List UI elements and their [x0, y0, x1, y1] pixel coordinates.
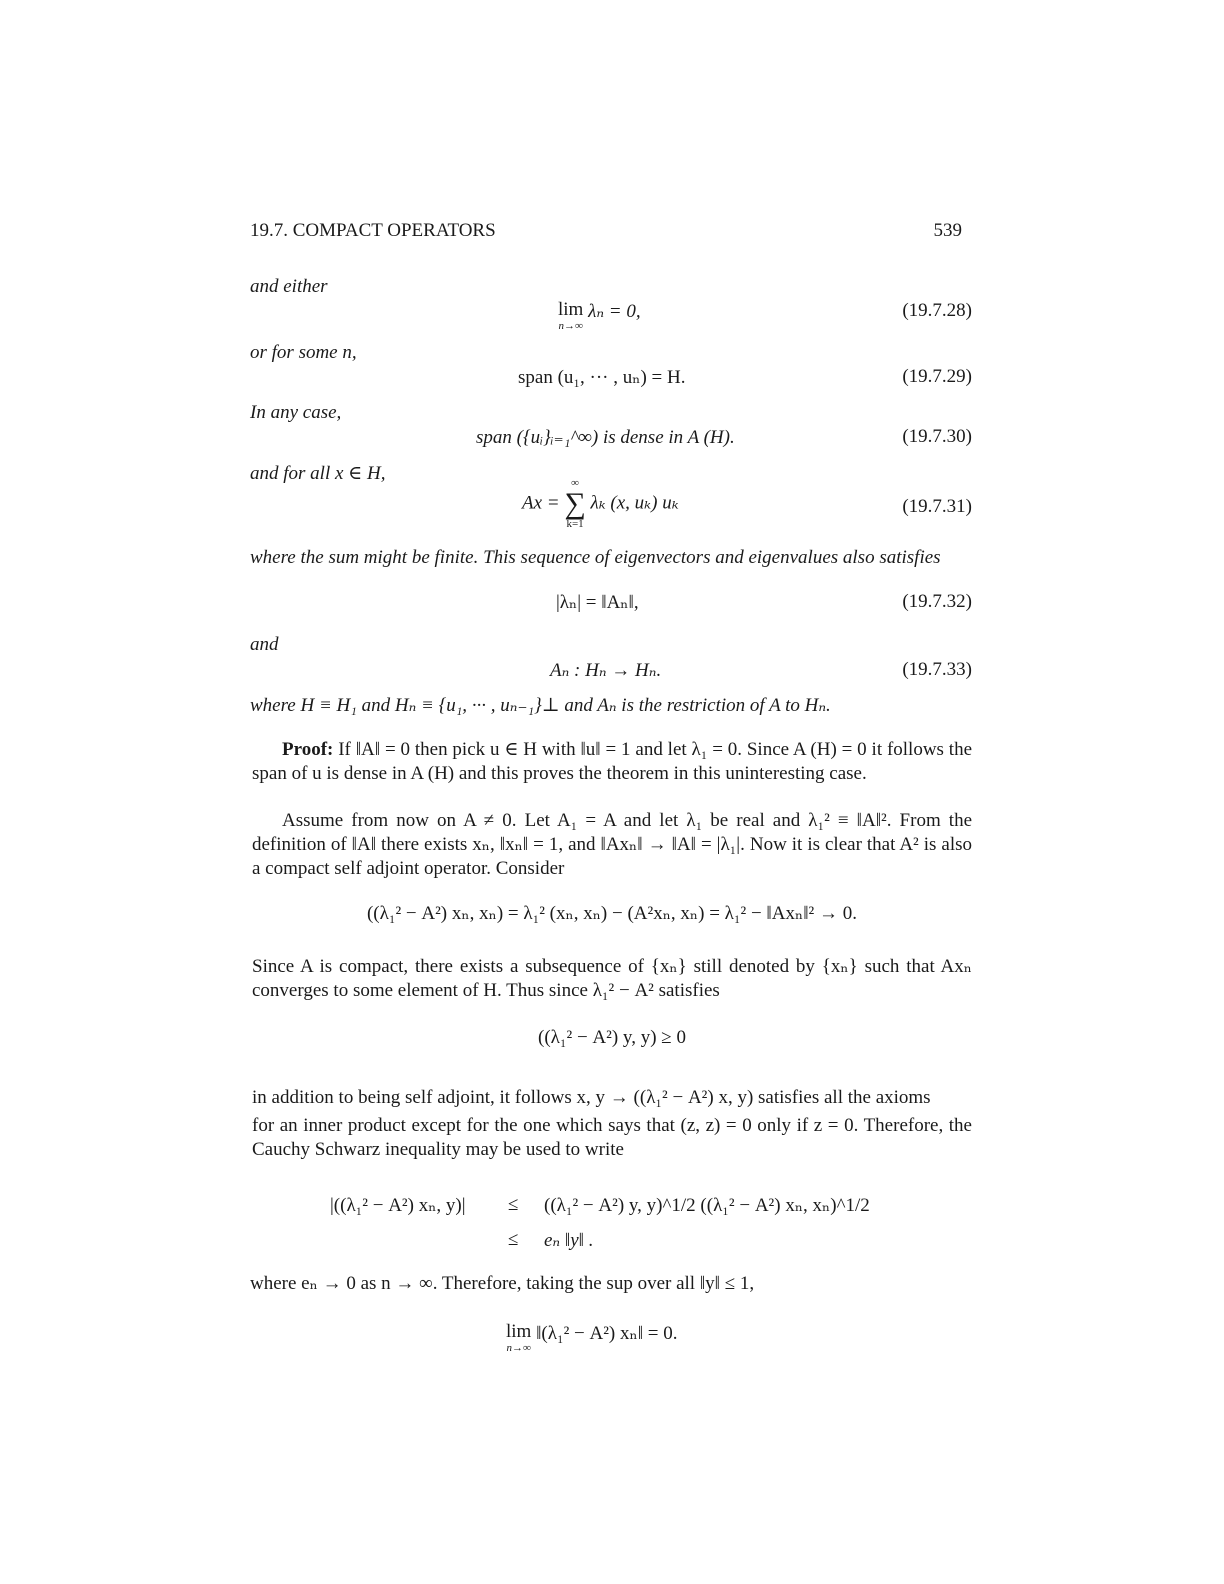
lim-operator-2: lim n→∞	[506, 1321, 532, 1354]
text-where-H: where H ≡ H₁ and Hₙ ≡ {u₁, ··· , uₙ₋₁}⊥ and Aₙ is the restriction of A to Hₙ.	[250, 695, 831, 716]
proof-paragraph-4b: for an inner product except for the one which says that (z, z) = 0 only if z = 0. Therefore, the Cauchy Schwarz inequality may be used to write	[252, 1115, 972, 1160]
text-or-for-some-n: or for some n,	[250, 342, 357, 363]
proof-paragraph-4a: in addition to being self adjoint, it follows x, y → ((λ₁² − A²) x, y) satisfies all the axioms	[252, 1087, 931, 1108]
text-in-any-case: In any case,	[250, 402, 342, 423]
proof-paragraph-1	[252, 738, 972, 786]
display4-body: ‖(λ₁² − A²) xₙ‖ = 0.	[536, 1323, 678, 1344]
equation-19-7-30: span ({uᵢ}ᵢ₌₁^∞) is dense in A (H).	[476, 427, 735, 448]
equation-number-28: (19.7.28)	[902, 300, 972, 321]
text-and: and	[250, 634, 279, 655]
proof-p1-text: If ‖A‖ = 0 then pick u ∈ H with ‖u‖ = 1 and let λ₁ = 0. Since A (H) = 0 it follows the span of u is dense in A (H) and this proves the theorem in this uninteresting case.	[252, 739, 973, 784]
eq31-lhs: Ax =	[522, 492, 560, 514]
display3-line1-rhs: ((λ₁² − A²) y, y)^1/2 ((λ₁² − A²) xₙ, xₙ)^1/2	[544, 1195, 870, 1216]
display3-line1-lhs: |((λ₁² − A²) xₙ, y)|	[330, 1195, 466, 1216]
proof-label: Proof:	[282, 739, 334, 760]
display-equation-1: ((λ₁² − A²) xₙ, xₙ) = λ₁² (xₙ, xₙ) − (A²xₙ, xₙ) = λ₁² − ‖Axₙ‖² → 0.	[366, 903, 857, 924]
eq31-rhs: λₖ (x, uₖ) uₖ	[590, 492, 679, 514]
equation-19-7-29: span (u₁, ··· , uₙ) = H.	[518, 367, 686, 388]
page-number: 539	[933, 220, 962, 241]
eq28-body: λₙ = 0,	[588, 301, 641, 322]
proof-paragraph-5: where eₙ → 0 as n → ∞. Therefore, taking the sup over all ‖y‖ ≤ 1,	[250, 1273, 755, 1294]
equation-number-32: (19.7.32)	[902, 591, 972, 612]
equation-19-7-31	[522, 478, 679, 530]
text-where-sum: where the sum might be finite. This sequence of eigenvectors and eigenvalues also satisfies	[250, 547, 941, 568]
text-and-either: and either	[250, 276, 328, 297]
summation-sign: ∞ ∑ k=1	[564, 477, 586, 530]
equation-19-7-33: Aₙ : Hₙ → Hₙ.	[550, 660, 662, 681]
proof-paragraph-2: Assume from now on A ≠ 0. Let A₁ = A and let λ₁ be real and λ₁² ≡ ‖A‖². From the definition of ‖A‖ there exists xₙ, ‖xₙ‖ = 1, and ‖Axₙ‖ → ‖A‖ = |λ₁|. Now it is clear that A² is also a compact self adjoint operator. Consider	[252, 810, 972, 879]
proof-paragraph-3: Since A is compact, there exists a subsequence of {xₙ} still denoted by {xₙ} such that Axₙ converges to some element of H. Thus since λ₁² − A² satisfies	[252, 956, 972, 1001]
equation-19-7-32: |λₙ| = ‖Aₙ‖,	[556, 592, 639, 613]
display3-line2-rhs: eₙ ‖y‖ .	[544, 1230, 594, 1251]
equation-19-7-28	[558, 300, 641, 332]
display-equation-4	[506, 1322, 678, 1354]
display3-relation-2: ≤	[508, 1229, 519, 1250]
equation-number-29: (19.7.29)	[902, 366, 972, 387]
equation-number-33: (19.7.33)	[902, 659, 972, 680]
display3-relation-1: ≤	[508, 1194, 519, 1215]
lim-operator: lim n→∞	[558, 299, 584, 332]
text-and-for-all: and for all x ∈ H,	[250, 463, 386, 484]
display-equation-2: ((λ₁² − A²) y, y) ≥ 0	[538, 1027, 686, 1048]
running-header: 19.7. COMPACT OPERATORS	[250, 220, 496, 241]
equation-number-31: (19.7.31)	[902, 496, 972, 517]
equation-number-30: (19.7.30)	[902, 426, 972, 447]
